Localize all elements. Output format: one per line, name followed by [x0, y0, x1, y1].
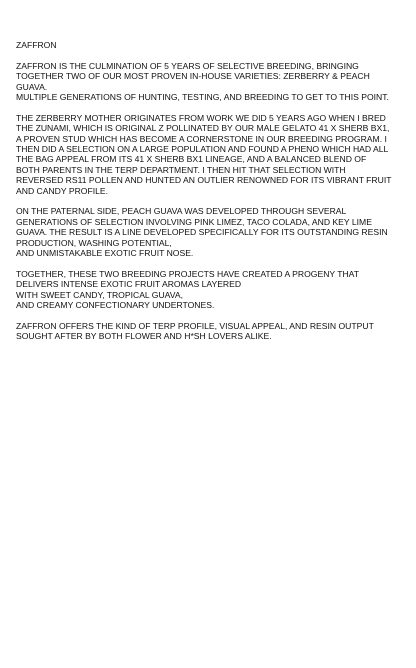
paragraph-line: ZAFFRON IS THE CULMINATION OF 5 YEARS OF SELECTIVE BREEDING, BRINGING: [16, 60, 359, 71]
document-body: [16, 40, 404, 352]
paragraph-line: THE BAG APPEAL FROM ITS 41 X SHERB BX1 LINEAGE, AND A BALANCED BLEND OF: [16, 154, 367, 165]
paragraph-line: BOTH PARENTS IN THE TERP DEPARTMENT. I THEN HIT THAT SELECTION WITH: [16, 164, 346, 175]
paragraph-closing: [16, 321, 404, 342]
paragraph-line: PRODUCTION, WASHING POTENTIAL,: [16, 237, 172, 248]
paragraph-line: ZAFFRON OFFERS THE KIND OF TERP PROFILE, VISUAL APPEAL, AND RESIN OUTPUT: [16, 320, 374, 331]
paragraph-line: THEN DID A SELECTION ON A LARGE POPULATION AND FOUND A PHENO WHICH HAD ALL: [16, 144, 389, 155]
paragraph-line: AND CANDY PROFILE.: [16, 185, 109, 196]
paragraph-line: TOGETHER TWO OF OUR MOST PROVEN IN-HOUSE VARIETIES: ZERBERRY & PEACH: [16, 71, 370, 82]
paragraph-line: GUAVA.: [16, 81, 48, 92]
paragraph-line: THE ZERBERRY MOTHER ORIGINATES FROM WORK WE DID 5 YEARS AGO WHEN I BRED: [16, 112, 386, 123]
paragraph-line: ON THE PATERNAL SIDE, PEACH GUAVA WAS DEVELOPED THROUGH SEVERAL: [16, 206, 347, 217]
paragraph-line: TOGETHER, THESE TWO BREEDING PROJECTS HAVE CREATED A PROGENY THAT: [16, 268, 360, 279]
paragraph-line: DELIVERS INTENSE EXOTIC FRUIT AROMAS LAYERED: [16, 279, 242, 290]
paragraph-line: REVERSED RS11 POLLEN AND HUNTED AN OUTLIER RENOWNED FOR ITS VIBRANT FRUIT: [16, 175, 392, 186]
document-title: ZAFFRON: [16, 40, 57, 50]
paragraph-together: [16, 269, 404, 311]
paragraph-line: GUAVA. THE RESULT IS A LINE DEVELOPED SPECIFICALLY FOR ITS OUTSTANDING RESIN: [16, 227, 388, 238]
paragraph-line: SOUGHT AFTER BY BOTH FLOWER AND H*SH LOVERS ALIKE.: [16, 331, 272, 342]
paragraph-line: AND UNMISTAKABLE EXOTIC FRUIT NOSE.: [16, 248, 194, 259]
paragraph-paternal-side: [16, 206, 404, 258]
paragraph-line: A PROVEN STUD WHICH HAS BECOME A CORNERSTONE IN OUR BREEDING PROGRAM. I: [16, 133, 387, 144]
paragraph-line: MULTIPLE GENERATIONS OF HUNTING, TESTING, AND BREEDING TO GET TO THIS POINT.: [16, 92, 389, 103]
paragraph-line: GENERATIONS OF SELECTION INVOLVING PINK LIMEZ, TACO COLADA, AND KEY LIME: [16, 216, 372, 227]
paragraph-intro: [16, 61, 404, 103]
paragraph-zerberry-mother: [16, 113, 404, 196]
paragraph-line: AND CREAMY CONFECTIONARY UNDERTONES.: [16, 300, 215, 311]
paragraph-line: WITH SWEET CANDY, TROPICAL GUAVA,: [16, 289, 183, 300]
paragraph-line: THE ZUNAMI, WHICH IS ORIGINAL Z POLLINATED BY OUR MALE GELATO 41 X SHERB BX1,: [16, 123, 390, 134]
